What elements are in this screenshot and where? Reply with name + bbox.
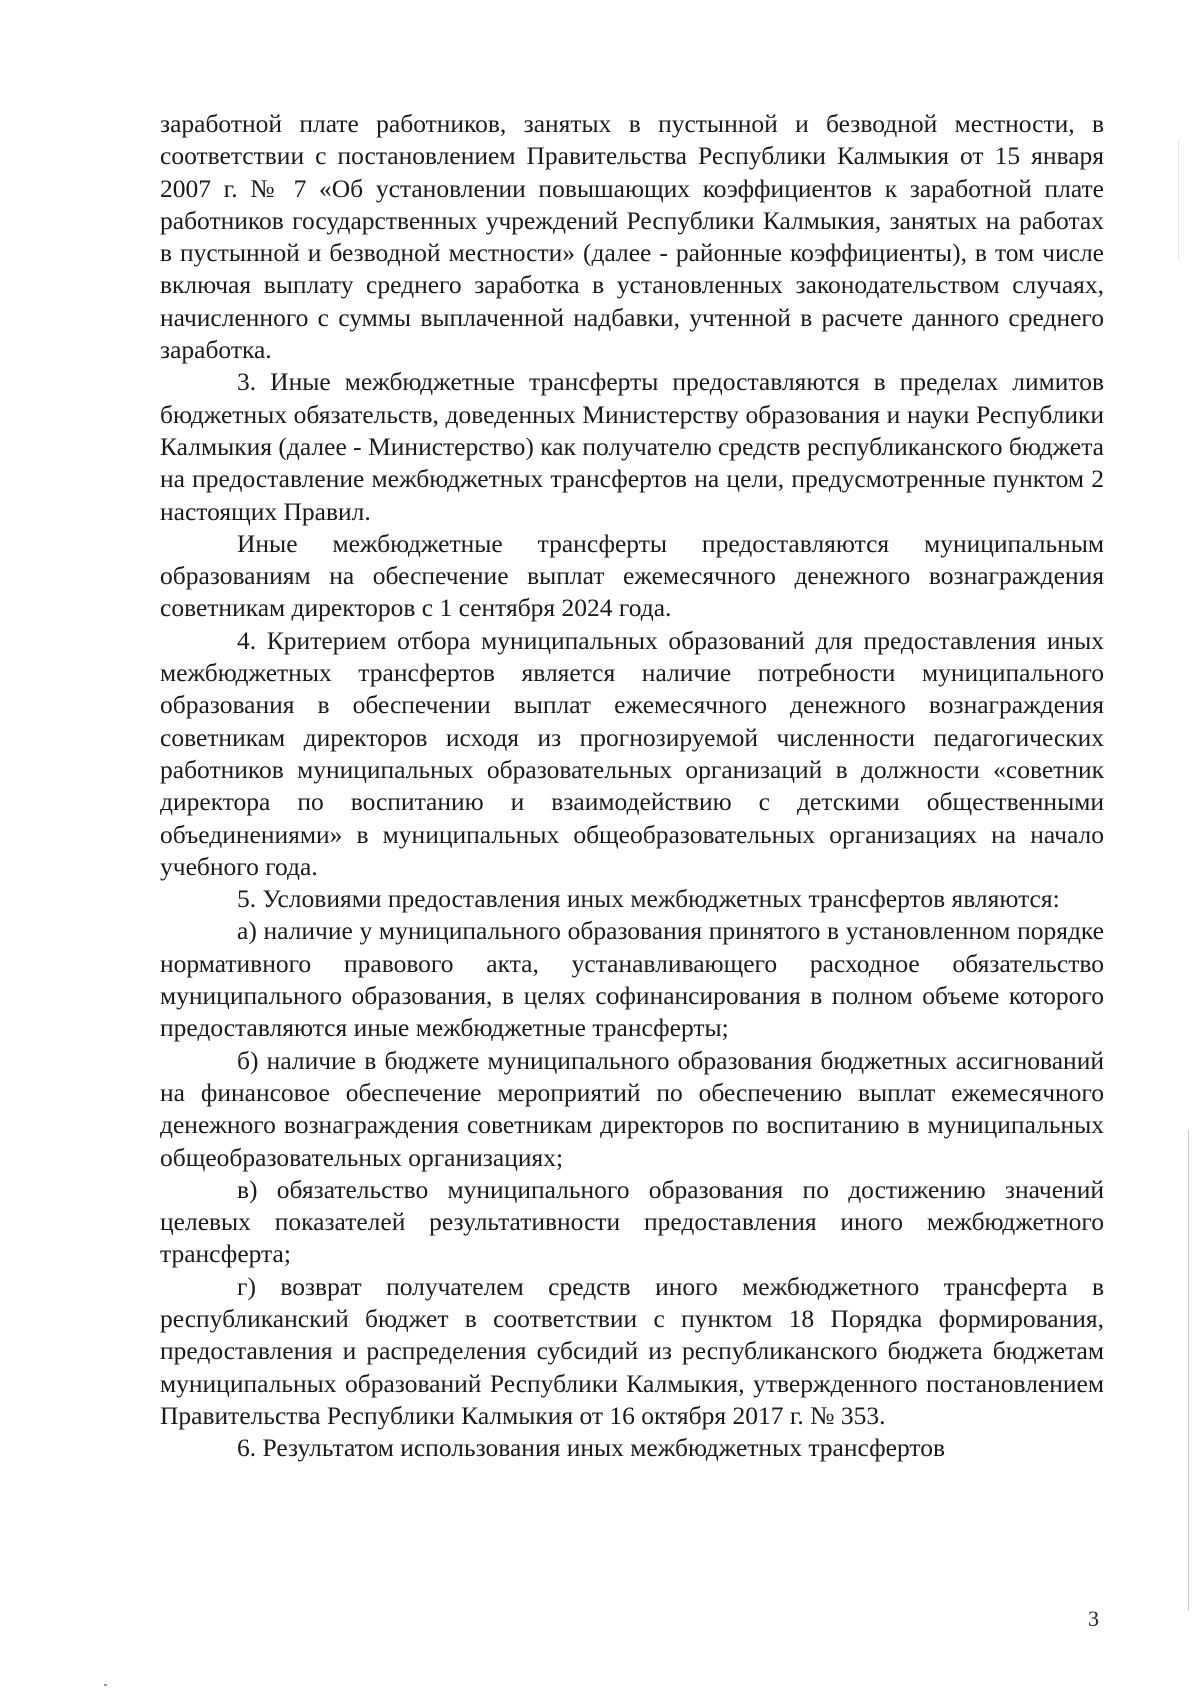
paragraph-item-3: 3. Иные межбюджетные трансферты предоставляются в пределах лимитов бюджетных обязательств, доведенных Министерству образования и науки Республики Калмыкия (далее - Министерство) как получателю средств республиканского бюджета на предоставление межбюджетных трансфертов на цели, предусмотренные пунктом 2 настоящих Правил. [160, 367, 1104, 526]
page-number: 3 [1088, 1606, 1099, 1631]
scan-artifact-line [1178, 140, 1179, 260]
paragraph-subitem-a: а) наличие у муниципального образования принятого в установленном порядке нормативного правового акта, устанавливающего расходное обязательство муниципального образования, в целях софинансирования в полном объеме которого предоставляются иные межбюджетные трансферты; [160, 916, 1104, 1043]
paragraph-item-5: 5. Условиями предоставления иных межбюджетных трансфертов являются: [237, 884, 1060, 914]
paragraph-item-6-start: 6. Результатом использования иных межбюджетных трансфертов [237, 1433, 945, 1463]
paragraph-item-4: 4. Критерием отбора муниципальных образований для предоставления иных межбюджетных трансфертов является наличие потребности муниципального образования в обеспечении выплат ежемесячного денежного вознаграждения советникам директоров исходя из прогнозируемой численности педагогических работников муниципальных образовательных организаций в должности «советник директора по воспитанию и взаимодействию с детскими общественными объединениями» в муниципальных общеобразовательных организациях на начало учебного года. [160, 625, 1104, 881]
paragraph-subitem-v: в) обязательство муниципального образования по достижению значений целевых показателей результативности предоставления иного межбюджетного трансферта; [160, 1174, 1104, 1269]
scan-artifact-dot [104, 1684, 107, 1686]
paragraph-subitem-g: г) возврат получателем средств иного межбюджетного трансферта в республиканский бюджет в соответствии с пунктом 18 Порядка формирования, предоставления и распределения субсидий из республиканского бюджета бюджетам муниципальных образований Республики Калмыкия, утвержденного постановлением Правительства Республики Калмыкия от 16 октября 2017 г. № 353. [160, 1271, 1104, 1430]
paragraph-subitem-b: б) наличие в бюджете муниципального образования бюджетных ассигнований на финансовое обеспечение мероприятий по обеспечению выплат ежемесячного денежного вознаграждения советникам директоров по воспитанию в муниципальных общеобразовательных организациях; [160, 1045, 1104, 1172]
document-body [160, 108, 1104, 1464]
scan-artifact-line [1188, 1130, 1189, 1610]
paragraph-continuation: заработной плате работников, занятых в пустынной и безводной местности, в соответствии с постановлением Правительства Республики Калмыкия от 15 января 2007 г. № 7 «Об установлении повышающих коэффициентов к заработной плате работников государственных учреждений Республики Калмыкия, занятых на работах в пустынной и безводной местности» (далее - районные коэффициенты), в том числе включая выплату среднего заработка в установленных законодательством случаях, начисленного с суммы выплаченной надбавки, учтенной в расчете данного среднего заработка. [160, 109, 1104, 365]
paragraph-item-3-continued: Иные межбюджетные трансферты предоставляются муниципальным образованиям на обеспечение выплат ежемесячного денежного вознаграждения советникам директоров с 1 сентября 2024 года. [160, 528, 1104, 623]
